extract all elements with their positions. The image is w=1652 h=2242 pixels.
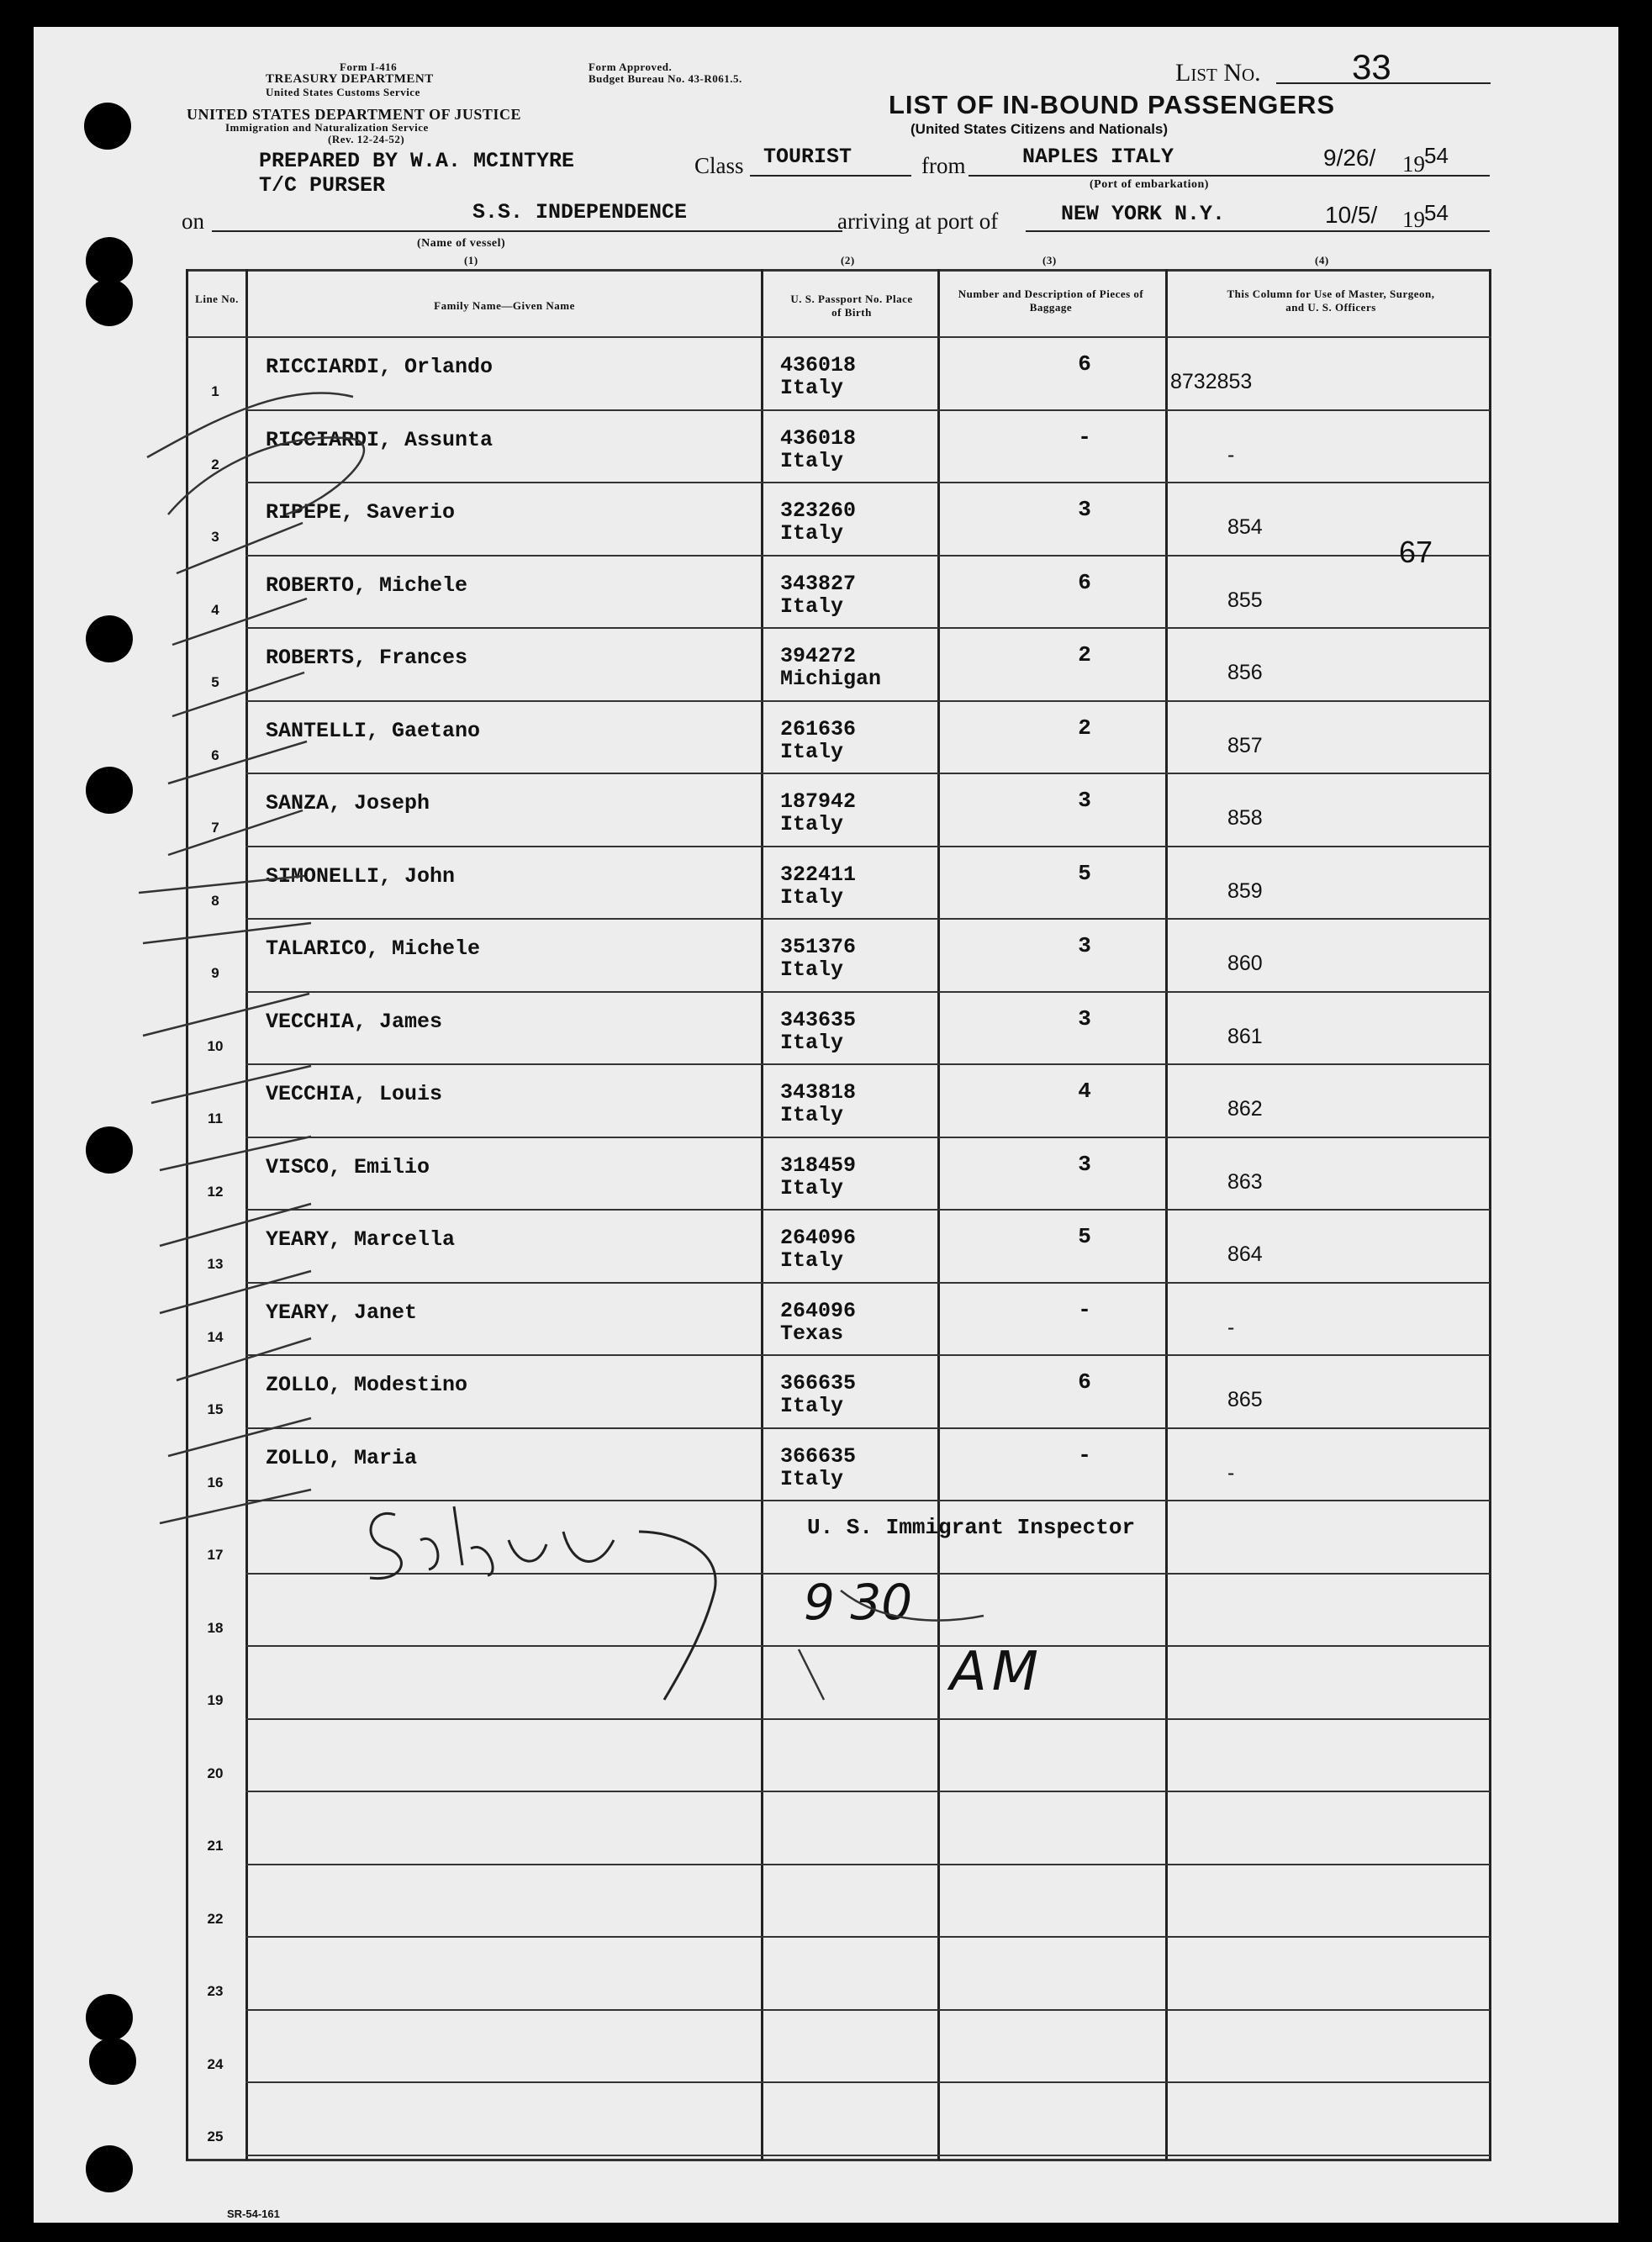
justice-dept: UNITED STATES DEPARTMENT OF JUSTICE — [187, 106, 521, 123]
footer-code: SR-54-161 — [227, 2208, 280, 2220]
place-of-birth: Italy — [780, 739, 844, 764]
officer-entry: 855 — [1227, 588, 1263, 612]
place-of-birth: Texas — [780, 1321, 844, 1346]
officer-entry: 863 — [1227, 1169, 1263, 1194]
line-number: 5 — [211, 674, 219, 690]
col-number-2: (2) — [841, 254, 855, 266]
passport-number: 436018 — [780, 425, 857, 451]
arrival-date: 10/5/ — [1325, 202, 1378, 228]
passenger-name: RIPEPE, Saverio — [266, 500, 456, 525]
line-number: 1 — [211, 383, 219, 399]
vessel-name: S.S. INDEPENDENCE — [472, 200, 688, 224]
form-approved: Form Approved. — [588, 61, 673, 73]
baggage-count: 3 — [1078, 933, 1091, 958]
departure-date: 9/26/ — [1323, 145, 1376, 171]
col-number-4: (4) — [1315, 254, 1329, 266]
line-number: 2 — [211, 456, 219, 472]
line-number: 23 — [207, 1983, 224, 1999]
passenger-name: VECCHIA, Louis — [266, 1082, 443, 1106]
passenger-name: ROBERTS, Frances — [266, 646, 468, 670]
list-number: 33 — [1352, 47, 1391, 87]
officer-entry: 856 — [1227, 661, 1263, 684]
officer-entry: 858 — [1227, 806, 1263, 830]
passport-number: 343635 — [780, 1007, 857, 1032]
on-label: on — [182, 208, 204, 234]
page-title: LIST OF IN-BOUND PASSENGERS — [889, 90, 1336, 119]
departure-year: 54 — [1424, 143, 1449, 168]
passenger-name: TALARICO, Michele — [266, 936, 481, 961]
place-of-birth: Italy — [780, 521, 844, 546]
handwriting-overlay — [34, 27, 1618, 2223]
page-subtitle: (United States Citizens and Nationals) — [910, 121, 1169, 137]
passenger-name: YEARY, Marcella — [266, 1227, 456, 1252]
officer-entry: 862 — [1227, 1097, 1263, 1121]
ins-service: Immigration and Naturalization Service — [225, 121, 429, 134]
col-number-3: (3) — [1042, 254, 1057, 266]
officer-entry: 857 — [1227, 733, 1263, 757]
passport-number: 187942 — [780, 789, 857, 814]
officer-entry: - — [1227, 442, 1235, 467]
officer-entry: 864 — [1227, 1242, 1263, 1266]
place-of-birth: Italy — [780, 1248, 844, 1273]
from-value: NAPLES ITALY — [1022, 145, 1174, 169]
passenger-name: VECCHIA, James — [266, 1009, 443, 1034]
passenger-name: ZOLLO, Maria — [266, 1445, 418, 1470]
passport-number: 366635 — [780, 1371, 857, 1395]
line-number: 7 — [211, 820, 219, 836]
baggage-count: 3 — [1078, 1005, 1091, 1031]
place-of-birth: Italy — [780, 448, 844, 473]
col-number-1: (1) — [464, 254, 478, 266]
passport-number: 343818 — [780, 1080, 857, 1105]
line-number: 20 — [207, 1765, 224, 1781]
baggage-count: 6 — [1078, 351, 1091, 377]
baggage-count: 3 — [1078, 497, 1091, 522]
line-number: 18 — [207, 1619, 224, 1636]
passport-number: 322411 — [780, 862, 857, 887]
place-of-birth: Italy — [780, 1175, 844, 1200]
line-number: 11 — [208, 1110, 223, 1126]
place-of-birth: Italy — [780, 1394, 844, 1418]
port-embarkation-caption: (Port of embarkation) — [1090, 178, 1209, 191]
place-of-birth: Italy — [780, 376, 844, 400]
class-label: Class — [694, 153, 744, 178]
purser: T/C PURSER — [259, 173, 386, 198]
line-number: 10 — [207, 1037, 224, 1054]
passport-number: 436018 — [780, 353, 857, 377]
list-no-label: List No. — [1175, 59, 1261, 87]
class-value: TOURIST — [763, 145, 852, 169]
passenger-name: SANTELLI, Gaetano — [266, 718, 481, 743]
passenger-name: RICCIARDI, Assunta — [266, 427, 493, 452]
place-of-birth: Italy — [780, 593, 844, 619]
col-header-name: Family Name—Given Name — [434, 299, 575, 312]
vessel-caption: (Name of vessel) — [417, 237, 506, 250]
inspector-stamp: U. S. Immigrant Inspector — [807, 1515, 1136, 1540]
officer-entry: 860 — [1227, 952, 1263, 975]
prepared-by: PREPARED BY W.A. MCINTYRE — [259, 149, 575, 173]
budget-bureau: Budget Bureau No. 43-R061.5. — [588, 72, 742, 85]
handwritten-time: 9 30 — [804, 1574, 913, 1631]
col-header-line: Line No. — [195, 293, 239, 305]
line-number: 8 — [211, 892, 219, 909]
line-number: 13 — [207, 1256, 224, 1272]
place-of-birth: Italy — [780, 1030, 844, 1055]
col-header-passport: U. S. Passport No. Place of Birth — [790, 293, 913, 319]
customs-service: United States Customs Service — [266, 86, 420, 98]
margin-number: 67 — [1399, 535, 1433, 569]
form-number: Form I-416 — [340, 61, 398, 73]
line-number: 3 — [211, 529, 219, 545]
passport-number: 264096 — [780, 1298, 857, 1323]
year-prefix: 19 — [1402, 151, 1425, 177]
passenger-name: VISCO, Emilio — [266, 1154, 430, 1179]
line-number: 19 — [207, 1692, 224, 1708]
baggage-count: - — [1078, 1442, 1091, 1468]
arriving-label: arriving at port of — [837, 208, 999, 234]
line-number: 25 — [207, 2129, 224, 2144]
passenger-name: YEARY, Janet — [266, 1300, 418, 1325]
arrival-port: NEW YORK N.Y. — [1061, 202, 1226, 226]
line-number: 6 — [211, 746, 219, 763]
officer-entry: - — [1227, 1315, 1235, 1339]
baggage-count: 4 — [1078, 1079, 1091, 1104]
officer-entry: 859 — [1227, 878, 1263, 903]
passenger-name: RICCIARDI, Orlando — [266, 355, 493, 379]
line-number: 17 — [207, 1547, 224, 1563]
place-of-birth: Italy — [780, 1103, 844, 1127]
line-number: 22 — [207, 1910, 224, 1927]
officer-entry: 861 — [1227, 1024, 1263, 1048]
document-page — [34, 27, 1618, 2223]
passport-number: 366635 — [780, 1443, 857, 1469]
line-number: 24 — [207, 2055, 224, 2072]
line-number: 12 — [207, 1183, 224, 1200]
passport-number: 323260 — [780, 499, 857, 523]
line-number: 4 — [211, 601, 219, 618]
place-of-birth: Italy — [780, 1466, 844, 1491]
passenger-name: SANZA, Joseph — [266, 791, 430, 815]
line-number: 15 — [207, 1401, 224, 1417]
line-number: 9 — [211, 965, 219, 981]
arrival-year: 54 — [1424, 200, 1449, 225]
place-of-birth: Italy — [780, 884, 844, 910]
passenger-name: ROBERTO, Michele — [266, 572, 468, 598]
place-of-birth: Italy — [780, 957, 844, 982]
baggage-count: 5 — [1078, 860, 1091, 886]
col-header-officers: This Column for Use of Master, Surgeon, and U. S. Officers — [1227, 288, 1435, 314]
officer-entry: 8732853 — [1170, 370, 1253, 393]
officer-entry: 854 — [1227, 515, 1263, 539]
officer-entry: 865 — [1227, 1388, 1263, 1411]
officer-entry: - — [1227, 1460, 1235, 1485]
baggage-count: 6 — [1078, 1369, 1091, 1395]
passport-number: 343827 — [780, 571, 857, 596]
from-label: from — [921, 153, 966, 178]
col-header-baggage: Number and Description of Pieces of Baggage — [958, 288, 1144, 314]
year-prefix: 19 — [1402, 207, 1425, 232]
place-of-birth: Michigan — [780, 667, 882, 691]
passenger-name: ZOLLO, Modestino — [266, 1373, 468, 1397]
baggage-count: 5 — [1078, 1224, 1091, 1249]
passport-number: 261636 — [780, 716, 857, 741]
baggage-count: 3 — [1078, 1151, 1091, 1177]
baggage-count: 2 — [1078, 642, 1091, 667]
baggage-count: 6 — [1078, 569, 1091, 595]
baggage-count: 2 — [1078, 715, 1091, 741]
line-number: 16 — [207, 1474, 224, 1490]
baggage-count: 3 — [1078, 788, 1091, 813]
check-marks — [139, 393, 984, 1700]
line-number: 14 — [207, 1328, 224, 1345]
passport-number: 264096 — [780, 1226, 857, 1250]
baggage-count: - — [1078, 424, 1091, 450]
line-number: 21 — [207, 1838, 224, 1854]
passenger-name: SIMONELLI, John — [266, 863, 456, 889]
treasury-dept: TREASURY DEPARTMENT — [266, 72, 434, 86]
baggage-count: - — [1078, 1296, 1091, 1322]
passport-number: 351376 — [780, 935, 857, 959]
passport-number: 394272 — [780, 644, 857, 668]
passport-number: 318459 — [780, 1153, 857, 1178]
place-of-birth: Italy — [780, 812, 844, 836]
revision: (Rev. 12-24-52) — [328, 133, 405, 145]
handwritten-am: AM — [950, 1641, 1043, 1703]
inspector-signature — [370, 1506, 715, 1700]
